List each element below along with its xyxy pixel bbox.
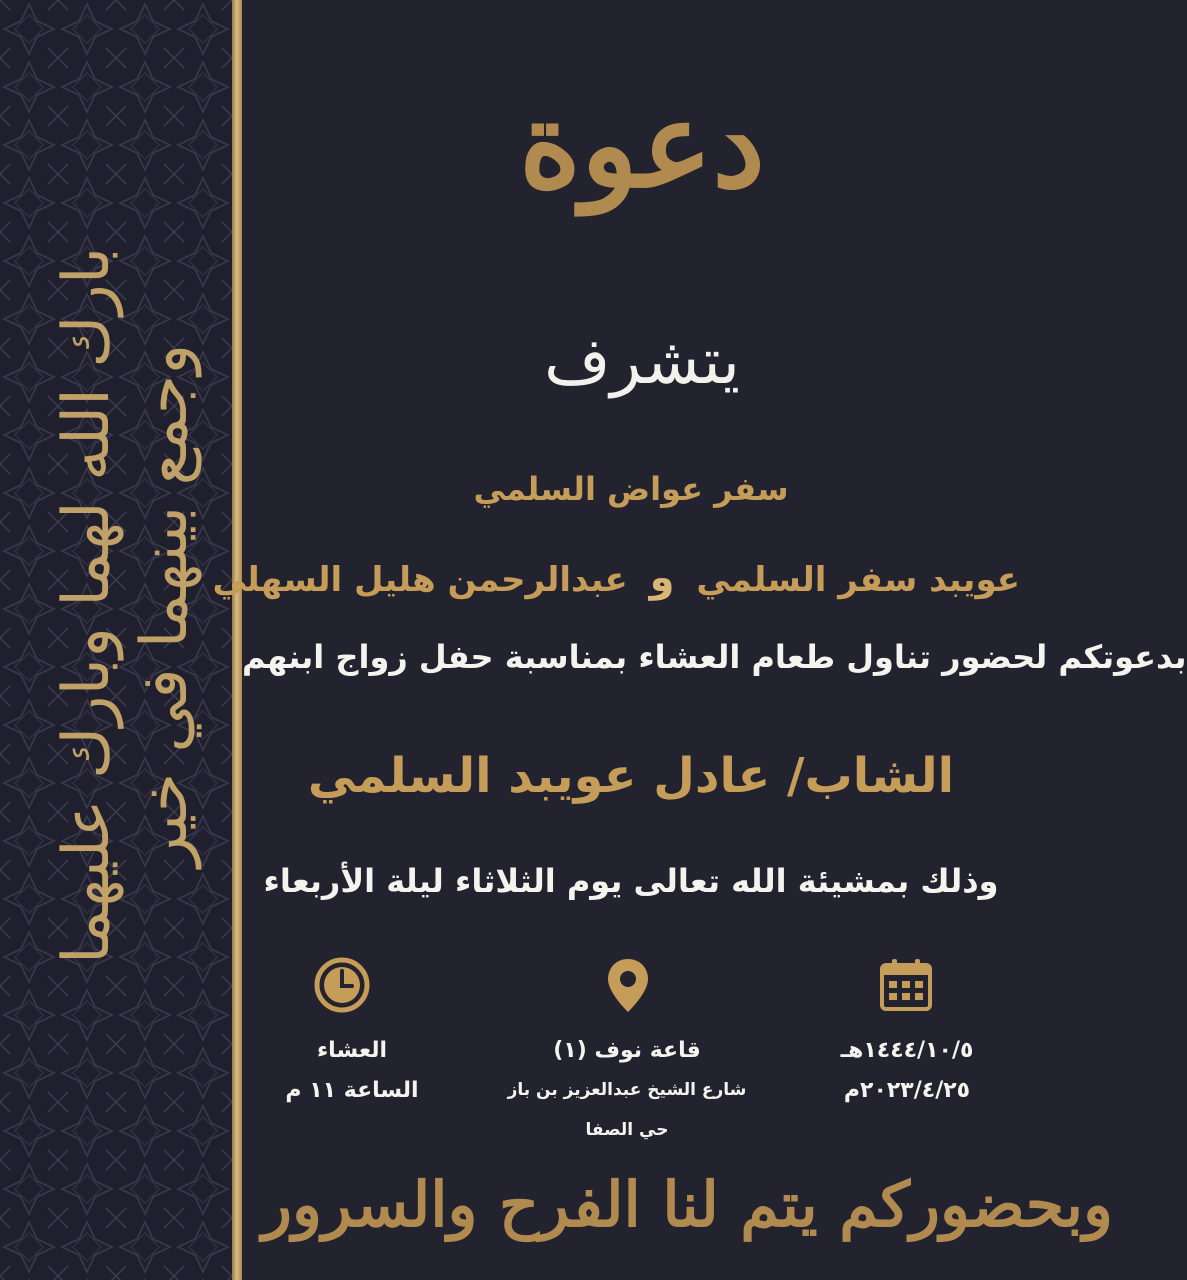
date-hijri: ١٤٤٤/١٠/٥هـ: [840, 1038, 974, 1063]
location-pin-icon: [598, 955, 658, 1015]
venue-street: شارع الشيخ عبدالعزيز بن باز: [507, 1080, 747, 1100]
clock-icon: [312, 955, 372, 1015]
invitation-title: دعوة: [519, 75, 765, 214]
host-name: سفر عواض السلمي: [473, 470, 789, 508]
parent-first: عويبد سفر السلمي: [696, 560, 1020, 600]
parents-line: [212, 555, 1020, 601]
honored-word: يتشرف: [544, 325, 740, 399]
gold-divider-strip: [232, 0, 242, 1280]
closing-calligraphy: وبحضوركم يتم لنا الفرح والسرور: [262, 1168, 1113, 1241]
decorative-side-panel: [0, 0, 232, 1280]
date-gregorian: ٢٠٢٣/٤/٢٥م: [843, 1078, 971, 1103]
event-time: الساعة ١١ م: [285, 1078, 419, 1103]
invitation-text: بدعوتكم لحضور تناول طعام العشاء بمناسبة حفل زواج ابنهم: [242, 638, 1187, 676]
groom-name: الشاب/ عادل عويبد السلمي: [307, 748, 955, 804]
invitation-main: [212, 0, 1187, 1280]
calendar-icon: [876, 955, 936, 1015]
venue-hall: قاعة نوف (١): [553, 1038, 701, 1063]
venue-district: حي الصفا: [585, 1120, 669, 1140]
occasion-day-text: وذلك بمشيئة الله تعالى يوم الثلاثاء ليلة الأربعاء: [263, 862, 999, 900]
parents-separator: و: [649, 555, 675, 601]
side-blessing-calligraphy: بارك الله لهما وبارك عليهما وجمع بينهما في خير: [50, 246, 202, 964]
parent-second: عبدالرحمن هليل السهلي: [212, 560, 628, 600]
meal-label: العشاء: [316, 1038, 388, 1063]
